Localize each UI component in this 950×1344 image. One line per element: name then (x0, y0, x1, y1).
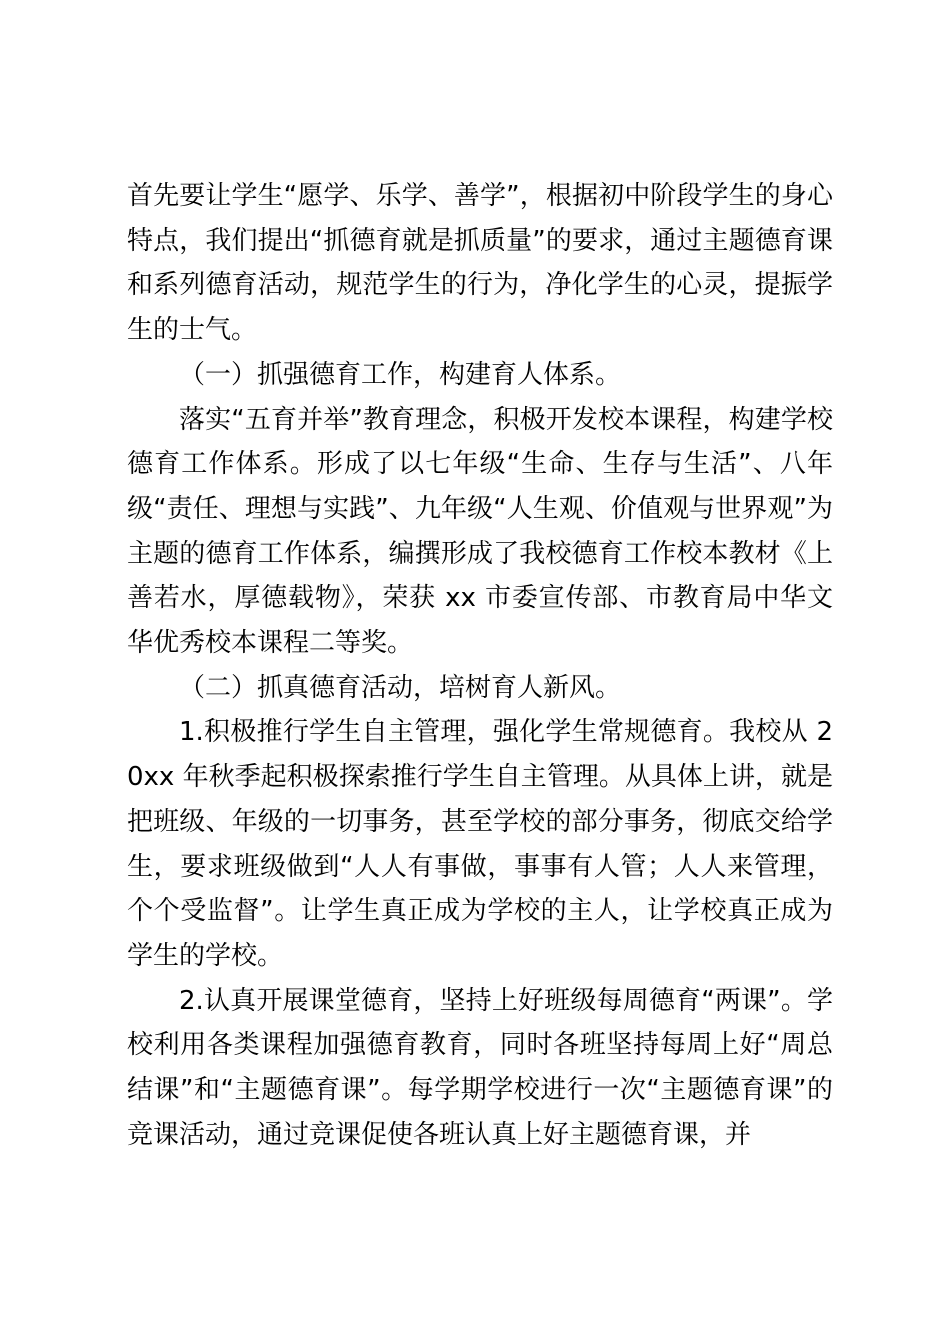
section-heading-one: （一）抓强德育工作，构建育人体系。 (179, 359, 622, 390)
document-body (127, 174, 833, 1157)
paragraph-intro: 首先要让学生“愿学、乐学、善学”，根据初中阶段学生的身心特点，我们提出“抓德育就是抓质量”的要求，通过主题德育课和系列德育活动，规范学生的行为，净化学生的心灵，提振学生的士气。 (127, 181, 833, 346)
paragraph-self-management: 1.积极推行学生自主管理，强化学生常规德育。我校从 20xx 年秋季起积极探索推行学生自主管理。从具体上讲，就是把班级、年级的一切事务，甚至学校的部分事务，彻底交给学生，要求班级做到“人人有事做，事事有人管；人人来管理，个个受监督”。让学生真正成为学校的主人，让学校真正成为学生的学校。 (127, 717, 833, 971)
paragraph-moral-system: 落实“五育并举”教育理念，积极开发校本课程，构建学校德育工作体系。形成了以七年级“生命、生存与生活”、八年级“责任、理想与实践”、九年级“人生观、价值观与世界观”为主题的德育工作体系，编撰形成了我校德育工作校本教材《上善若水，厚德载物》，荣获 xx 市委宣传部、市教育局中华文华优秀校本课程二等奖。 (127, 404, 833, 659)
section-heading-two: （二）抓真德育活动，培树育人新风。 (179, 672, 622, 703)
paragraph-classroom-moral: 2.认真开展课堂德育，坚持上好班级每周德育“两课”。学校利用各类课程加强德育教育，同时各班坚持每周上好“周总结课”和“主题德育课”。每学期学校进行一次“主题德育课”的竞课活动，通过竞课促使各班认真上好主题德育课，并 (127, 985, 833, 1150)
